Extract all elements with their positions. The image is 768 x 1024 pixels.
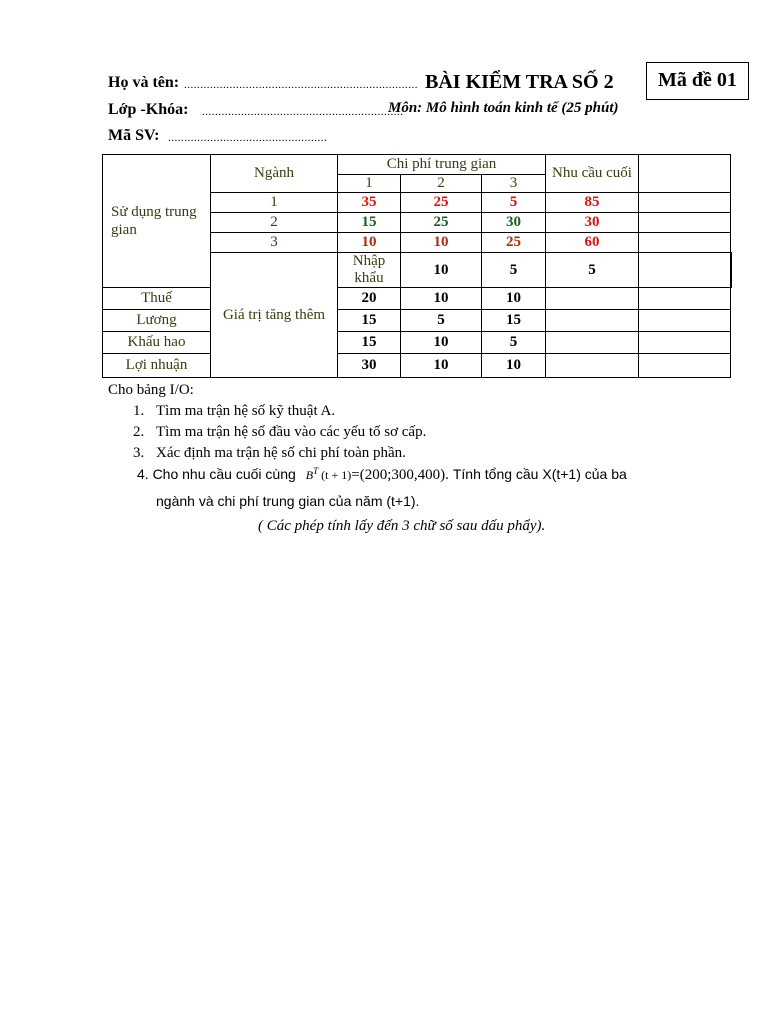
blank-cell — [639, 310, 731, 332]
rounding-note: ( Các phép tính lấy đến 3 chữ số sau dấu phẩy). — [258, 518, 546, 534]
blank-cell — [546, 310, 639, 332]
row-label: 2 — [211, 213, 338, 233]
sector-header: Ngành — [211, 155, 338, 193]
math-symbol: B — [305, 468, 314, 482]
blank-cell — [639, 193, 731, 213]
blank-cell — [639, 253, 731, 288]
sub-col-1: 1 — [338, 175, 401, 193]
blank-cell — [546, 332, 639, 354]
table-cell: 15 — [338, 332, 401, 354]
table-cell: 10 — [401, 354, 482, 378]
table-cell: 10 — [401, 332, 482, 354]
table-cell: 10 — [338, 233, 401, 253]
question-4-line2: ngành và chi phí trung gian của năm (t+1). — [156, 493, 420, 509]
blank-cell — [731, 253, 732, 288]
question-2: Tìm ma trận hệ số đầu vào các yếu tố sơ cấp. — [156, 424, 427, 440]
table-cell: 15 — [338, 310, 401, 332]
table-cell: 10 — [482, 288, 546, 310]
table-cell: 20 — [338, 288, 401, 310]
sub-col-2: 2 — [401, 175, 482, 193]
table-cell: 15 — [338, 213, 401, 233]
blank-cell — [639, 233, 731, 253]
question-4-vector: =(200;300,400). — [351, 467, 449, 483]
blank-cell — [639, 288, 731, 310]
class-label: Lớp -Khóa: — [108, 101, 189, 118]
row-label: Nhập khẩu — [338, 253, 401, 288]
table-row — [103, 354, 732, 378]
table-cell: 15 — [482, 310, 546, 332]
row-label: Khấu hao — [103, 332, 211, 354]
math-superscript: T — [313, 466, 319, 476]
class-field[interactable]: .............................................................. — [202, 106, 404, 118]
blank-cell — [639, 354, 731, 378]
group-use-label: Sử dụng trung gian — [103, 155, 211, 288]
blank-cell — [546, 354, 639, 378]
row-label: Lợi nhuận — [103, 354, 211, 378]
row-label: Thuế — [103, 288, 211, 310]
table-cell: 30 — [338, 354, 401, 378]
table-cell: 30 — [482, 213, 546, 233]
subject-line: Môn: Mô hình toán kinh tế (25 phút) — [388, 100, 619, 116]
questions-intro: Cho bảng I/O: — [108, 382, 194, 398]
table-row — [103, 332, 732, 354]
table-row — [103, 310, 732, 332]
final-demand-cell: 85 — [546, 193, 639, 213]
table-cell: 10 — [482, 354, 546, 378]
question-4 — [137, 466, 627, 484]
row-label: 3 — [211, 233, 338, 253]
final-demand-cell: 30 — [546, 213, 639, 233]
name-field[interactable]: ........................................................................ — [184, 79, 418, 91]
table-cell: 5 — [546, 253, 639, 288]
blank-cell — [639, 332, 731, 354]
table-cell: 5 — [482, 332, 546, 354]
sub-col-3: 3 — [482, 175, 546, 193]
table-cell: 35 — [338, 193, 401, 213]
io-table — [102, 154, 732, 378]
table-cell: 5 — [482, 253, 546, 288]
table-cell: 25 — [482, 233, 546, 253]
question-4-suffix: Tính tổng cầu X(t+1) của ba — [452, 466, 627, 482]
final-demand-cell: 60 — [546, 233, 639, 253]
row-label: Lương — [103, 310, 211, 332]
question-4-math — [306, 468, 351, 482]
table-row — [103, 288, 732, 310]
blank-header-cell — [639, 155, 731, 193]
exam-code-box: Mã đề 01 — [646, 62, 749, 100]
question-1: Tìm ma trận hệ số kỹ thuật A. — [156, 403, 336, 419]
name-label: Họ và tên: — [108, 74, 180, 91]
question-4-prefix: 4. Cho nhu cầu cuối cùng — [137, 466, 296, 482]
table-cell: 10 — [401, 288, 482, 310]
group-value-added-label: Giá trị tăng thêm — [211, 253, 338, 378]
table-cell: 25 — [401, 193, 482, 213]
table-cell: 5 — [401, 310, 482, 332]
blank-cell — [639, 213, 731, 233]
final-demand-header: Nhu cầu cuối — [546, 155, 639, 193]
table-cell: 25 — [401, 213, 482, 233]
question-3: Xác định ma trận hệ số chi phí toàn phần. — [156, 445, 406, 461]
blank-cell — [546, 288, 639, 310]
row-label: 1 — [211, 193, 338, 213]
student-id-field[interactable]: ................................................. — [168, 132, 328, 144]
student-id-label: Mã SV: — [108, 127, 160, 144]
intermediate-cost-header: Chi phí trung gian — [338, 155, 546, 175]
exam-title: BÀI KIỂM TRA SỐ 2 — [425, 71, 614, 93]
math-argument: (t + 1) — [321, 468, 352, 482]
table-cell: 10 — [401, 253, 482, 288]
question-1-number: 1. — [133, 403, 145, 419]
question-2-number: 2. — [133, 424, 145, 440]
question-3-number: 3. — [133, 445, 145, 461]
table-cell: 10 — [401, 233, 482, 253]
table-cell: 5 — [482, 193, 546, 213]
